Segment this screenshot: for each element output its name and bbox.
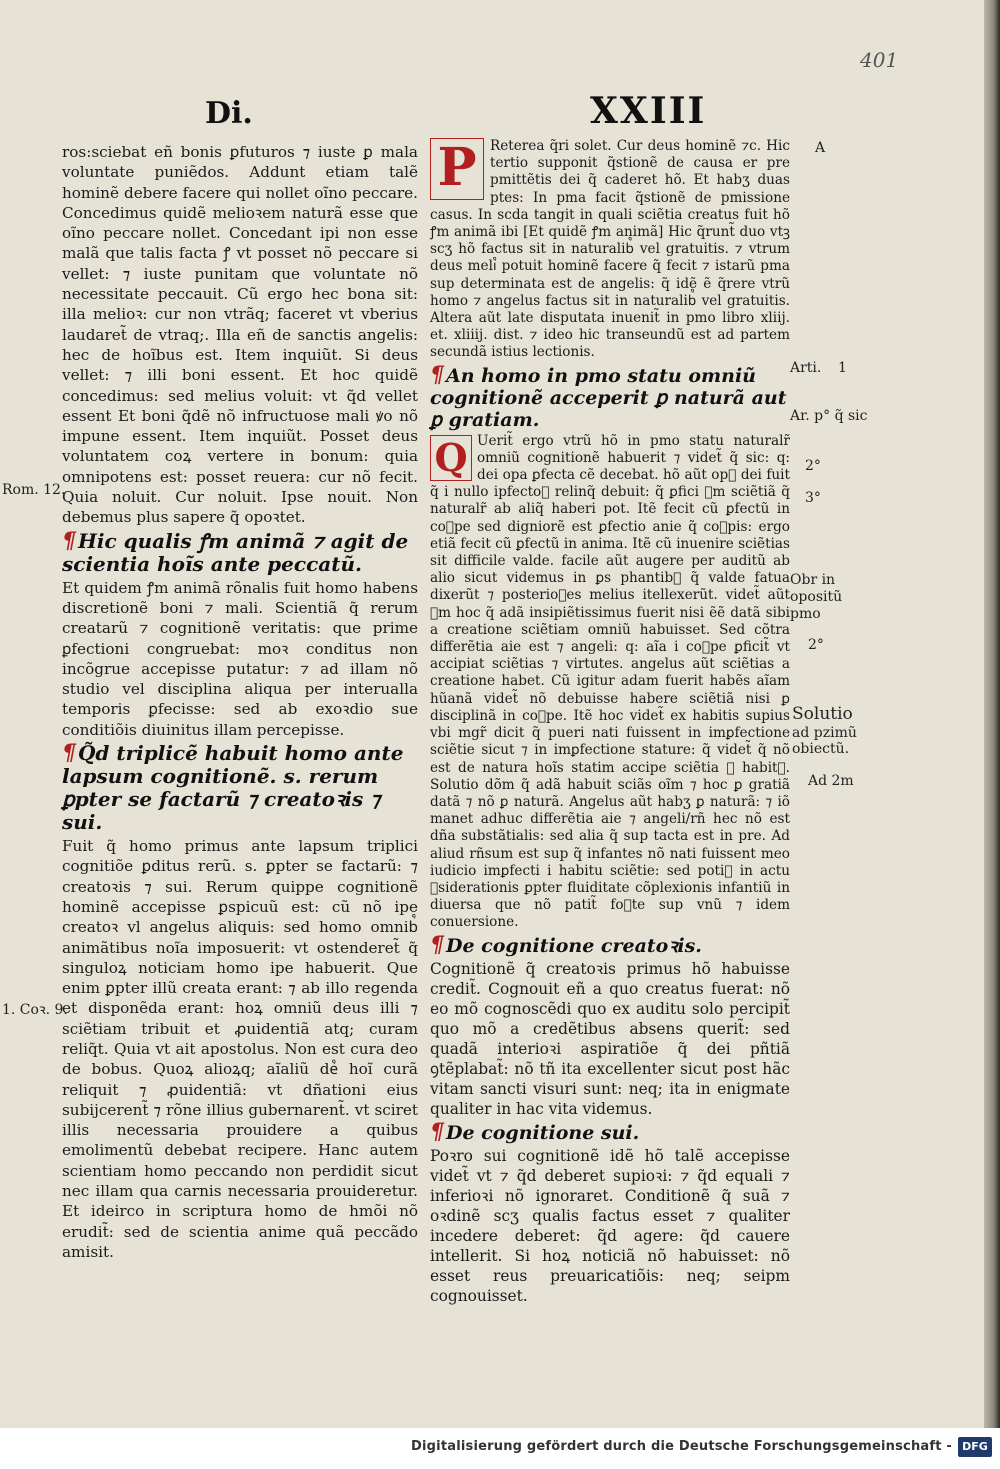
margin-note-a: A bbox=[815, 140, 826, 156]
margin-note-2a: 2° bbox=[805, 458, 821, 474]
left-heading-1: ¶ Hic qualis ꝭm animã ⁊ agit de scientia hoĩs ante peccatũ. bbox=[62, 527, 409, 576]
right-heading-1: ¶ An homo in pmo statu omniũ cognitionẽ acceperit ꝑ naturã aut ꝑ gratiam. bbox=[430, 361, 787, 431]
right-paragraph-2: Q Uerit̃ ergo vtrũ hõ in pmo statu naturalr̃ omniũ cognitionẽ habuerit ⁊ videt̃ q̃ sic: q: dei opa ꝑfecta cẽ decebat. hõ aũt op᷒ dei fuit q̃ i nullo ipfectoꝛ relinq̃ debuit: q̃ ꝑfici ꝭm sciẽtiã q̃ naturalr̃ ab aliq̃ haberi pot. Itẽ fecit cũ ꝑfectũ in coꝛpe sed digniorẽ est ꝑfectio anie q̃ coꝛpis: ergo etiã fecit cũ ꝑfectũ in anima. Itẽ cũ inuenire sciẽtias sit difficile valde. facile aũt augere per auditũ ab alio sicut videmus in ꝑs phantib᷒ q̃ valde fatua dixerũt ⁊ posterioꝛes melius itellexerũt. videt̃ aũt ꝭm hoc q̃ adã insipiẽtissimus fuerit nisi ẽẽ datã sibi a creatione sciẽtiam omniũ habuisset. Sed cõtra differẽtia aie est ⁊ angeli: q: aĩa i coꝛpe ꝑficit̃ vt accipiat sciẽtias ⁊ virtutes. angelus aũt sciẽtias a creatione habet. Cũ igitur adam fuerit habẽs aĩam hũanã videt̃ nõ debuisse habere sciẽtiã nisi ꝑ disciplinã in coꝛpe. Itẽ hoc videt̃ ex habitis supius vbi mgr̃ dicit q̃ pueri nati fuissent in imꝑfectione sciẽtie sicut ⁊ in imꝑfectione stature: q̃ videt̃ q̃ nõ est de natura hoĩs statim accipe sciẽtia ꝝ habit᷒. Solutio dõm q̃ adã habuit sciãs oĩm ⁊ hoc ꝑ gratiã datã ⁊ nõ ꝑ naturã. Angelus aũt habʒ ꝑ naturã: ⁊ iõ manet adhuc differẽtia aie ⁊ angeli/rñ hec nõ est dña substãtialis: sed alia q̃ sup tacta est in pre. Ad aliud rñsum est sup q̃ infantes nõ nati fuissent meo iudicio imꝑfecti i habitu sciẽtie: sed poti᷒ in actu ꝯsiderationis ꝑpter fluiditate cõplexionis infantiũ in diuersa que nõ patit̃ foꝛte sup vnũ ⁊ idem conuersione. bbox=[430, 432, 790, 931]
pilcrow-icon: ¶ bbox=[62, 527, 76, 554]
margin-note-obr: Obr in opositũ pmo bbox=[790, 572, 843, 622]
left-column bbox=[62, 142, 418, 1262]
margin-note-cor: 1. Coꝛ. 9. bbox=[2, 1002, 68, 1018]
margin-note-ad-primum: ad pzimũ obiectũ. bbox=[792, 725, 857, 757]
right-heading-3: ¶ De cognitione sui. bbox=[430, 1118, 640, 1145]
folio-number: 401 bbox=[860, 48, 899, 72]
left-paragraph-1: ros:sciebat eñ bonis ꝑfuturos ⁊ iuste ꝑ mala voluntate puniẽdos. Addunt etiam talẽ hominẽ debere facere qui nollet oĩno peccare. Concedimus quidẽ melioꝛem naturã esse que oĩno peccare nollet. Concedant ipi non esse malã que talis facta ꝭ vt posset nõ peccare si vellet: ⁊ iuste punitam que voluntate nõ necessitate peccauit. Cũ ergo hec bona sit: illa melioꝛ: cur non vtrãq; faceret vt vberius laudaret̃ de vtraq;. Illa eñ de sanctis angelis: hec de hoĩbus est. Item inquiũt. Si deus vellet: ⁊ illi boni essent. Et hoc quidẽ concedimus: sed melius voluit: vt q̃d vellet essent Et boni q̃dẽ nõ infructuose mali ꝟo nõ impune essent. Item inquiũt. Posset deus voluntatem coꝝ vertere in bonum: quia omnipotens est: posset reuera: cur nõ fecit. Quia noluit. Cur noluit. Ipse nouit. Non debemus plus sapere q̃ opoꝛtet. bbox=[62, 143, 418, 527]
right-paragraph-4: Poꝛro sui cognitionẽ idẽ hõ talẽ accepisse videt̃ vt ⁊ q̃d deberet supioꝛi: ⁊ q̃d equali ⁊ inferioꝛi nõ ignoraret. Conditionẽ q̃ suã ⁊ oꝛdinẽ scʒ qualis factus esset ⁊ qualiter incedere deberet: q̃d agere: q̃d cauere intellerit. Si hoꝝ noticiã nõ habuisset: nõ esset reus preuaricatiõis: neq; seipm cognouisset. bbox=[430, 1146, 790, 1305]
pilcrow-icon: ¶ bbox=[430, 1118, 444, 1145]
initial-letter-p: P bbox=[430, 138, 484, 200]
right-paragraph-3: Cognitionẽ q̃ creatoꝛis primus hõ habuisse credit̃. Cognouit eñ a quo creatus fuerat: nõ eo mõ cognoscẽdi quo ex auditu solo percipit̃ quo mõ a credẽtibus absens querit̃: sed quadã interioꝛi aspiratiõe q̃ dei pñtiã ꝯtẽplabat̃: nõ tñ ita excellenter sicut post hãc vitam sancti visuri sunt: neq; ita in enigmate qualiter in hac vita videmus. bbox=[430, 959, 790, 1118]
footer-bar bbox=[0, 1428, 1000, 1469]
running-head-left: Di. bbox=[205, 96, 253, 131]
margin-note-solutio: Solutio bbox=[792, 704, 853, 724]
funding-note: Digitalisierung gefördert durch die Deutsche Forschungsgemeinschaft - bbox=[411, 1439, 952, 1454]
right-heading-2: ¶ De cognitione creatoꝛis. bbox=[430, 931, 702, 958]
dfg-logo: DFG bbox=[958, 1437, 992, 1457]
margin-note-ad-2: Ad 2m bbox=[808, 773, 854, 789]
running-head-right: XXIII bbox=[590, 90, 707, 132]
pilcrow-icon: ¶ bbox=[430, 361, 444, 388]
pilcrow-icon: ¶ bbox=[62, 740, 76, 767]
initial-letter-q: Q bbox=[430, 435, 472, 481]
margin-note-2b: 2° bbox=[808, 637, 824, 653]
pilcrow-icon: ¶ bbox=[430, 931, 444, 958]
left-paragraph-3: Fuit q̃ homo primus ante lapsum triplici cognitiõe ꝑditus rerũ. s. ꝑpter se factarũ: ⁊ creatoꝛis ⁊ sui. Rerum quippe cognitionẽ hominẽ accepisse ꝑspicuũ est: cũ nõ ipe creatoꝛ vl angelus aliquis: sed homo omnib᷒ animãtibus noĩa imposuerit: vt ostenderet̃ q̃ singuloꝝ noticiam homo ipe habuerit. Que enim ꝑpter illũ creata erant: ⁊ ab illo regenda et disponẽda erant: hoꝝ omniũ deus illi ⁊ sciẽtiam tribuit et ꝓuidentiã atq; curam reliq̃t. Quia vt ait apostolus. Non est cura deo de bobus. Quoꝝ alioꝝq; aĩaliũ de᷒ hoĩ curã reliquit ⁊ ꝓuidentiã: vt dñationi eius subijcerent̃ ⁊ rõne illius gubernarent̃. vt sciret illis necessaria prouidere a quibus emolimentũ debebat recipere. Hanc autem scientiam homo peccando non perdidit sicut nec illam qua carnis necessaria prouideretur. Et ideirco in scriptura homo de hmõi nõ erudit̃: sed de scientia anime quã peccãdo amisit. bbox=[62, 837, 418, 1261]
left-heading-2: ¶ Q̃d triplicẽ habuit homo ante lapsum cognitionẽ. s. rerum ꝑpter se factarũ ⁊ creatoꝛis ⁊ sui. bbox=[62, 740, 404, 835]
margin-note-ar-po: Ar. p° q̃ sic bbox=[790, 408, 868, 424]
right-column bbox=[430, 138, 790, 1306]
margin-note-3: 3° bbox=[805, 490, 821, 506]
page-edge bbox=[984, 0, 1000, 1428]
margin-note-arti: Arti. bbox=[790, 360, 822, 376]
margin-note-rom: Rom. 12. bbox=[2, 482, 66, 498]
right-paragraph-1: P Reterea q̃ri solet. Cur deus hominẽ ⁊c. Hic tertio supponit q̃stionẽ de causa er pre pmittẽtis dei q̃ caderet hõ. Et habʒ duas ptes: In pma facit q̃stionẽ de pmissione casus. In scda tangit in quali sciẽtia creatus fuit hõ ꝭm animã ibi [Et quidẽ ꝭm animã] Hic q̃runt̃ duo vtꝫ scʒ hõ factus sit in naturalib᷒ vel gratuitis. ⁊ vtrum deus meli᷒ potuit hominẽ facere q̃ fecit ⁊ istarũ pma sup determinata est de angelis: q̃ idẽ ẽ q̃rere vtrũ homo ⁊ angelus factus sit in naturalib᷒ vel gratuitis. Altera aũt late disputata inuenit̃ in pmo libro xliij. et. xliiij. dist. ⁊ ideo hic transeundũ est ad partem secundã istius lectionis. bbox=[430, 137, 790, 361]
left-paragraph-2: Et quidem ꝭm animã rõnalis fuit homo habens discretionẽ boni ⁊ mali. Scientiã q̃ rerum creatarũ ⁊ cognitionẽ veritatis: que prime ꝑfectioni congruebat: moꝛ conditus non incõgrue accepisse putatur: ⁊ ad illam nõ studio vel disciplina aliqua per interualla temporis ꝑfecisse: sed ab exoꝛdio sue conditiõis diuinitus illam percepisse. bbox=[62, 578, 418, 739]
margin-note-arti-number: 1 bbox=[838, 360, 847, 376]
